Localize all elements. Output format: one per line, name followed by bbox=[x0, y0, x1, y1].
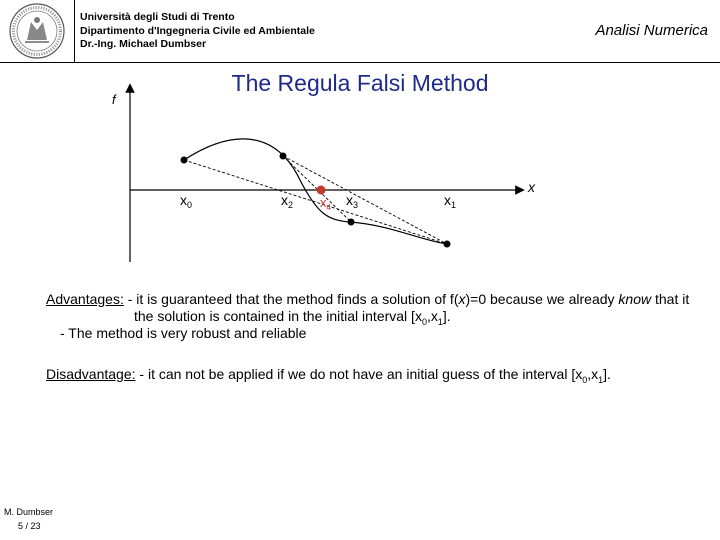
label-x1: $x_1$ bbox=[444, 192, 457, 210]
page-number: 5 / 23 bbox=[18, 521, 41, 531]
advantages-line-3: - The method is very robust and reliable bbox=[60, 325, 307, 341]
label-x3: $x_3$ bbox=[346, 192, 359, 210]
label-x0: $x_0$ bbox=[180, 192, 193, 210]
advantages-label: Advantages: bbox=[46, 291, 124, 307]
secant-x0-x1 bbox=[184, 160, 447, 244]
point-x3 bbox=[348, 219, 355, 226]
label-x2: $x_2$ bbox=[281, 192, 294, 210]
point-x4-root bbox=[317, 186, 326, 195]
disadvantage-line: Disadvantage: - it can not be applied if we do not have an initial guess of the interval $[x_0,x_1]$. bbox=[46, 366, 611, 385]
slide-title: The Regula Falsi Method bbox=[231, 70, 489, 96]
footer-author: M. Dumbser bbox=[4, 507, 54, 517]
point-x2 bbox=[280, 153, 287, 160]
disadvantage-label: Disadvantage: bbox=[46, 366, 136, 382]
f-axis-label: f bbox=[112, 92, 116, 107]
point-x1 bbox=[444, 241, 451, 248]
advantages-line-1: Advantages: - it is guaranteed that the method finds a solution of f(x)=0 because we already know that it bbox=[46, 291, 690, 307]
professor-name: Dr.-Ing. Michael Dumbser bbox=[80, 38, 207, 50]
point-x0 bbox=[181, 157, 188, 164]
university-name: Università degli Studi di Trento bbox=[80, 11, 235, 23]
x-axis-label: x bbox=[528, 179, 535, 195]
advantages-line-2: the solution is contained in the initial interval $[x_0,x_1]$. bbox=[134, 308, 451, 327]
department-name: Dipartimento d'Ingegneria Civile ed Ambientale bbox=[80, 25, 315, 37]
label-x4: $x_4$ bbox=[320, 195, 331, 212]
secant-x2-x1 bbox=[283, 156, 447, 244]
function-curve bbox=[184, 139, 447, 244]
course-title: Analisi Numerica bbox=[595, 22, 708, 39]
